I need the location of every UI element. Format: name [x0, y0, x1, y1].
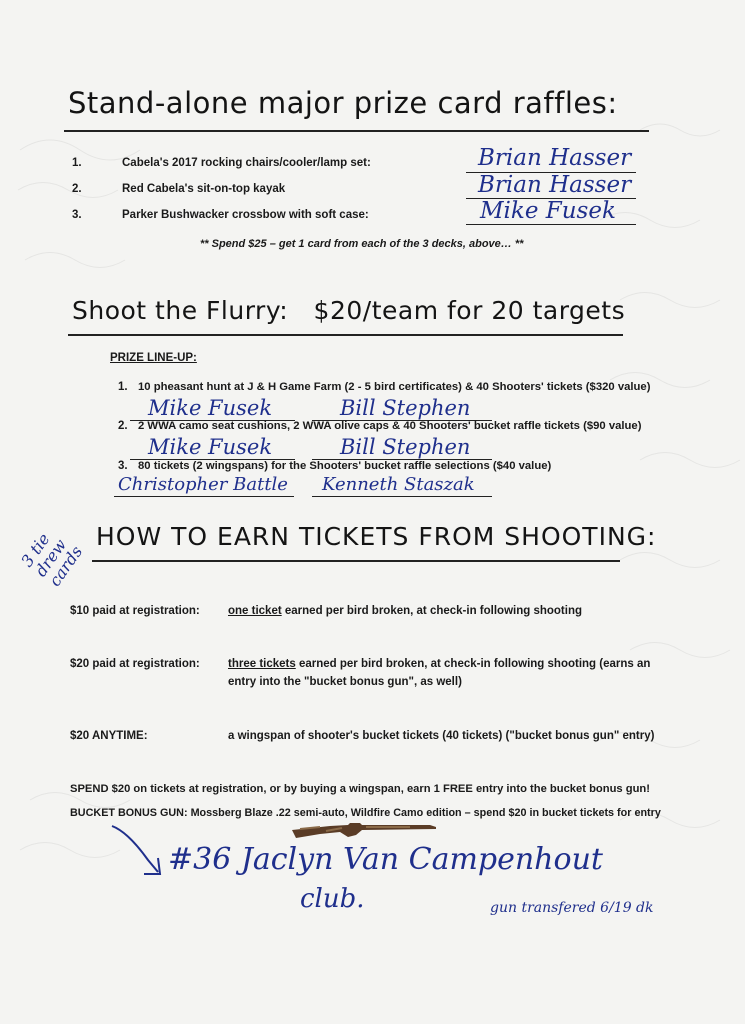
- prize-num: 1.: [118, 381, 128, 393]
- raffle-num: 3.: [72, 209, 82, 221]
- prize-num: 3.: [118, 460, 128, 472]
- earn-row-rest2: entry into the "bucket bonus gun", as well): [228, 676, 462, 688]
- earn-row-text: [228, 605, 582, 617]
- earn-row-emph: three tickets: [228, 658, 296, 670]
- raffle-num: 2.: [72, 183, 82, 195]
- earn-row-label: $20 ANYTIME:: [70, 730, 148, 742]
- prize-winner-a: Mike Fusek: [148, 435, 273, 459]
- raffle-item-label: Cabela's 2017 rocking chairs/cooler/lamp set:: [122, 157, 371, 169]
- bonus-gun-note: BUCKET BONUS GUN: Mossberg Blaze .22 semi-auto, Wildfire Camo edition – spend $20 in bucket tickets for entry: [70, 807, 661, 819]
- prize-winner-b: Bill Stephen: [340, 396, 471, 420]
- rifle-image: [290, 818, 440, 840]
- prize-winner-line: [114, 496, 294, 497]
- raffle-winner: Mike Fusek: [480, 198, 616, 224]
- earn-row-rest: earned per bird broken, at check-in following shooting: [281, 605, 582, 617]
- raffle-item-label: Parker Bushwacker crossbow with soft case:: [122, 209, 369, 221]
- flurry-title-rule: [68, 334, 623, 336]
- raffle-num: 1.: [72, 157, 82, 169]
- prize-winner-b: Kenneth Staszak: [322, 474, 475, 495]
- prize-winner-a: Christopher Battle: [118, 474, 288, 495]
- raffle-item-label: Red Cabela's sit-on-top kayak: [122, 183, 286, 195]
- prize-winner-line: [312, 496, 492, 497]
- earn-row-rest: a wingspan of shooter's bucket tickets (40 tickets) ("bucket bonus gun" entry): [228, 730, 655, 742]
- tie-margin-note: 3 tie drew cards: [17, 529, 87, 590]
- raffle-winner-line: [466, 224, 636, 225]
- earn-row-rest: earned per bird broken, at check-in following shooting (earns an: [295, 658, 651, 670]
- raffle-winner: Brian Hasser: [478, 145, 632, 171]
- earn-title: HOW TO EARN TICKETS FROM SHOOTING:: [96, 522, 657, 551]
- earn-row-emph: one ticket: [228, 605, 282, 617]
- earn-row-text: [228, 658, 650, 670]
- prize-num: 2.: [118, 420, 128, 432]
- prize-text: 10 pheasant hunt at J & H Game Farm (2 - 5 bird certificates) & 40 Shooters' tickets ($320 value): [138, 381, 651, 393]
- bonus-gun-winner: #36 Jaclyn Van Campenhout: [168, 842, 603, 877]
- raffles-title: Stand-alone major prize card raffles:: [68, 86, 618, 120]
- earn-title-rule: [92, 560, 620, 562]
- flurry-title: Shoot the Flurry: $20/team for 20 targets: [72, 296, 626, 325]
- prize-lineup-label: PRIZE LINE-UP:: [110, 352, 197, 364]
- raffle-note: ** Spend $25 – get 1 card from each of the 3 decks, above… **: [200, 238, 524, 250]
- prize-text: 80 tickets (2 wingspans) for the Shooters' bucket raffle selections ($40 value): [138, 460, 552, 472]
- bonus-gun-winner-club: club.: [300, 884, 365, 914]
- raffle-winner: Brian Hasser: [478, 172, 632, 198]
- prize-winner-b: Bill Stephen: [340, 435, 471, 459]
- earn-row-label: $10 paid at registration:: [70, 605, 200, 617]
- prize-winner-a: Mike Fusek: [148, 396, 273, 420]
- raffles-title-rule: [64, 130, 649, 132]
- prize-text: 2 WWA camo seat cushions, 2 WWA olive caps & 40 Shooters' bucket raffle tickets ($90 value): [138, 420, 642, 432]
- gun-transfer-note: gun transfered 6/19 dk: [490, 900, 654, 916]
- spend-note: SPEND $20 on tickets at registration, or by buying a wingspan, earn 1 FREE entry into the bucket bonus gun!: [70, 783, 650, 795]
- earn-row-label: $20 paid at registration:: [70, 658, 200, 670]
